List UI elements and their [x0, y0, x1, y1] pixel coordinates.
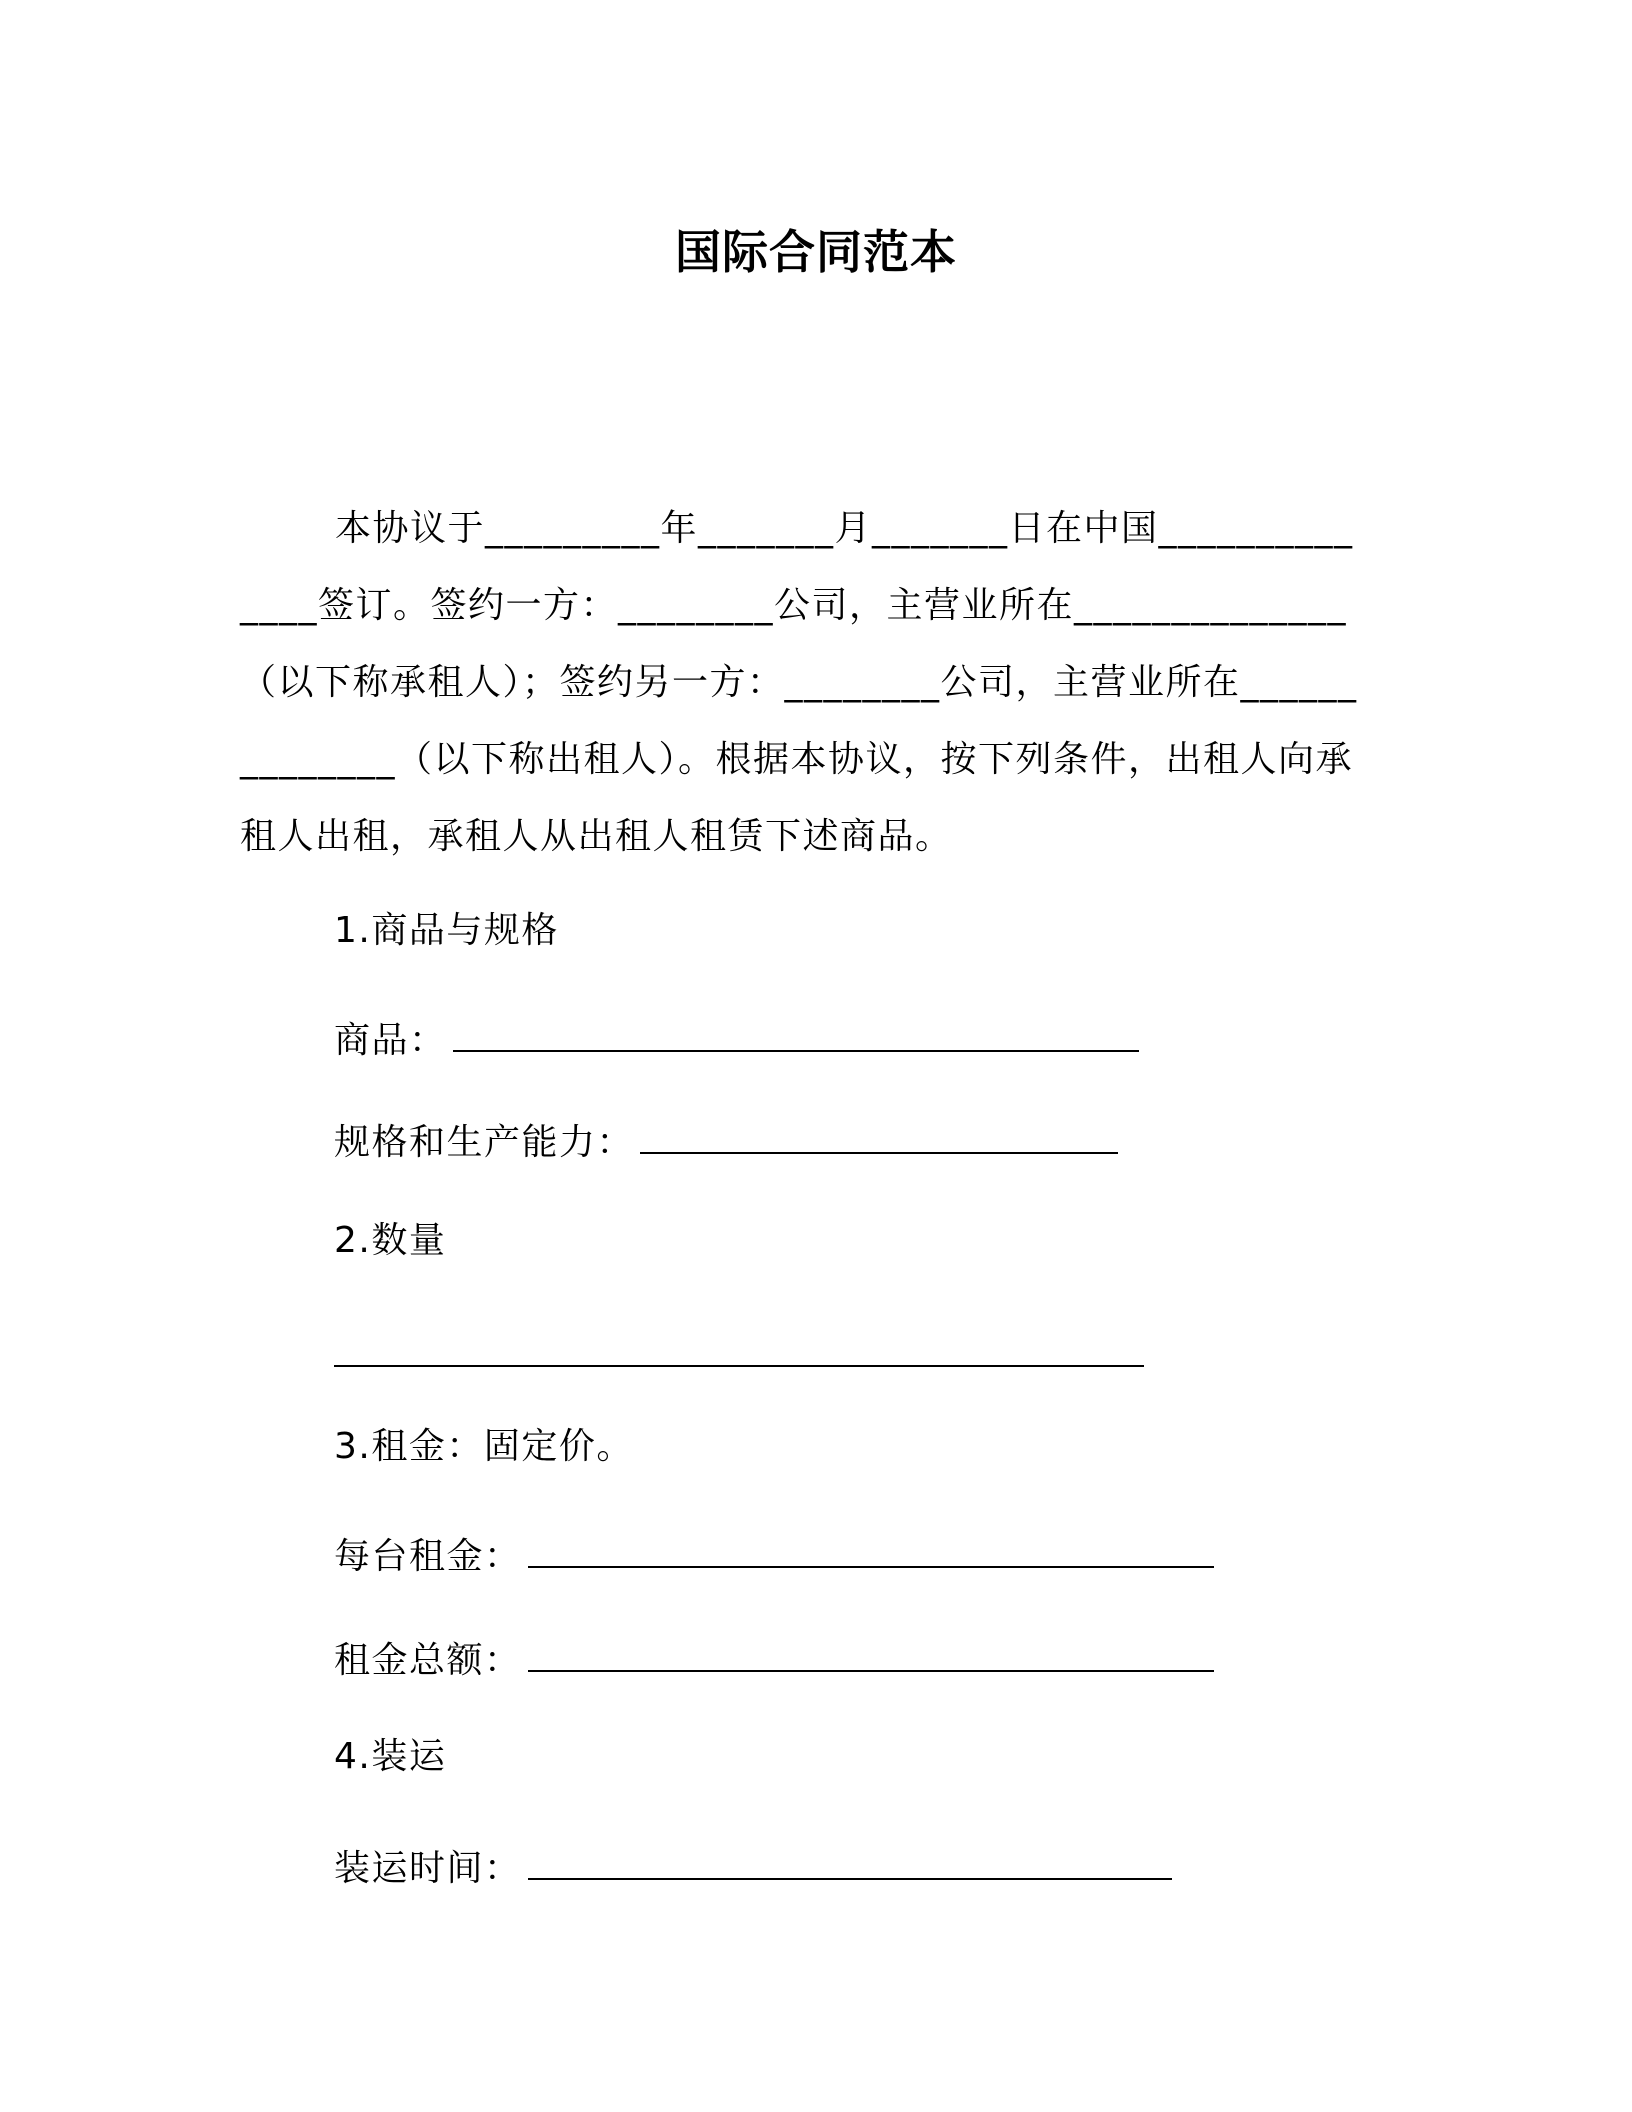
spec-row	[334, 1116, 1118, 1168]
unit-rent-label: 每台租金：	[334, 1536, 522, 1577]
unit-rent-blank-field[interactable]	[528, 1530, 1214, 1568]
intro-paragraph: 本协议于_________年_______月_______日在中国______________签订。签约一方：________公司，主营业所在______________（以下称承租人）；签约另一方：________公司，主营业所在______________（以下称出租人）。根据本协议，按下列条件，出租人向承租人出租，承租人从出租人租赁下述商品。	[240, 508, 1358, 857]
goods-row	[334, 1014, 1139, 1066]
spec-blank-field[interactable]	[640, 1116, 1118, 1154]
total-rent-label: 租金总额：	[334, 1640, 522, 1681]
total-rent-row	[334, 1634, 1214, 1686]
unit-rent-row	[334, 1530, 1214, 1582]
total-rent-blank-field[interactable]	[528, 1634, 1214, 1672]
section4-heading: 4.装运	[334, 1736, 447, 1777]
quantity-blank-field[interactable]	[334, 1365, 1144, 1367]
document-title: 国际合同范本	[675, 225, 957, 279]
section2-heading: 2.数量	[334, 1220, 447, 1261]
shipping-time-row	[334, 1842, 1172, 1894]
shipping-time-blank-field[interactable]	[528, 1842, 1172, 1880]
spec-label: 规格和生产能力：	[334, 1122, 635, 1163]
section3-heading: 3.租金：固定价。	[334, 1426, 634, 1467]
goods-blank-field[interactable]	[453, 1014, 1139, 1052]
shipping-time-label: 装运时间：	[334, 1848, 522, 1889]
goods-label: 商品：	[334, 1020, 447, 1061]
section1-heading: 1.商品与规格	[334, 910, 559, 951]
